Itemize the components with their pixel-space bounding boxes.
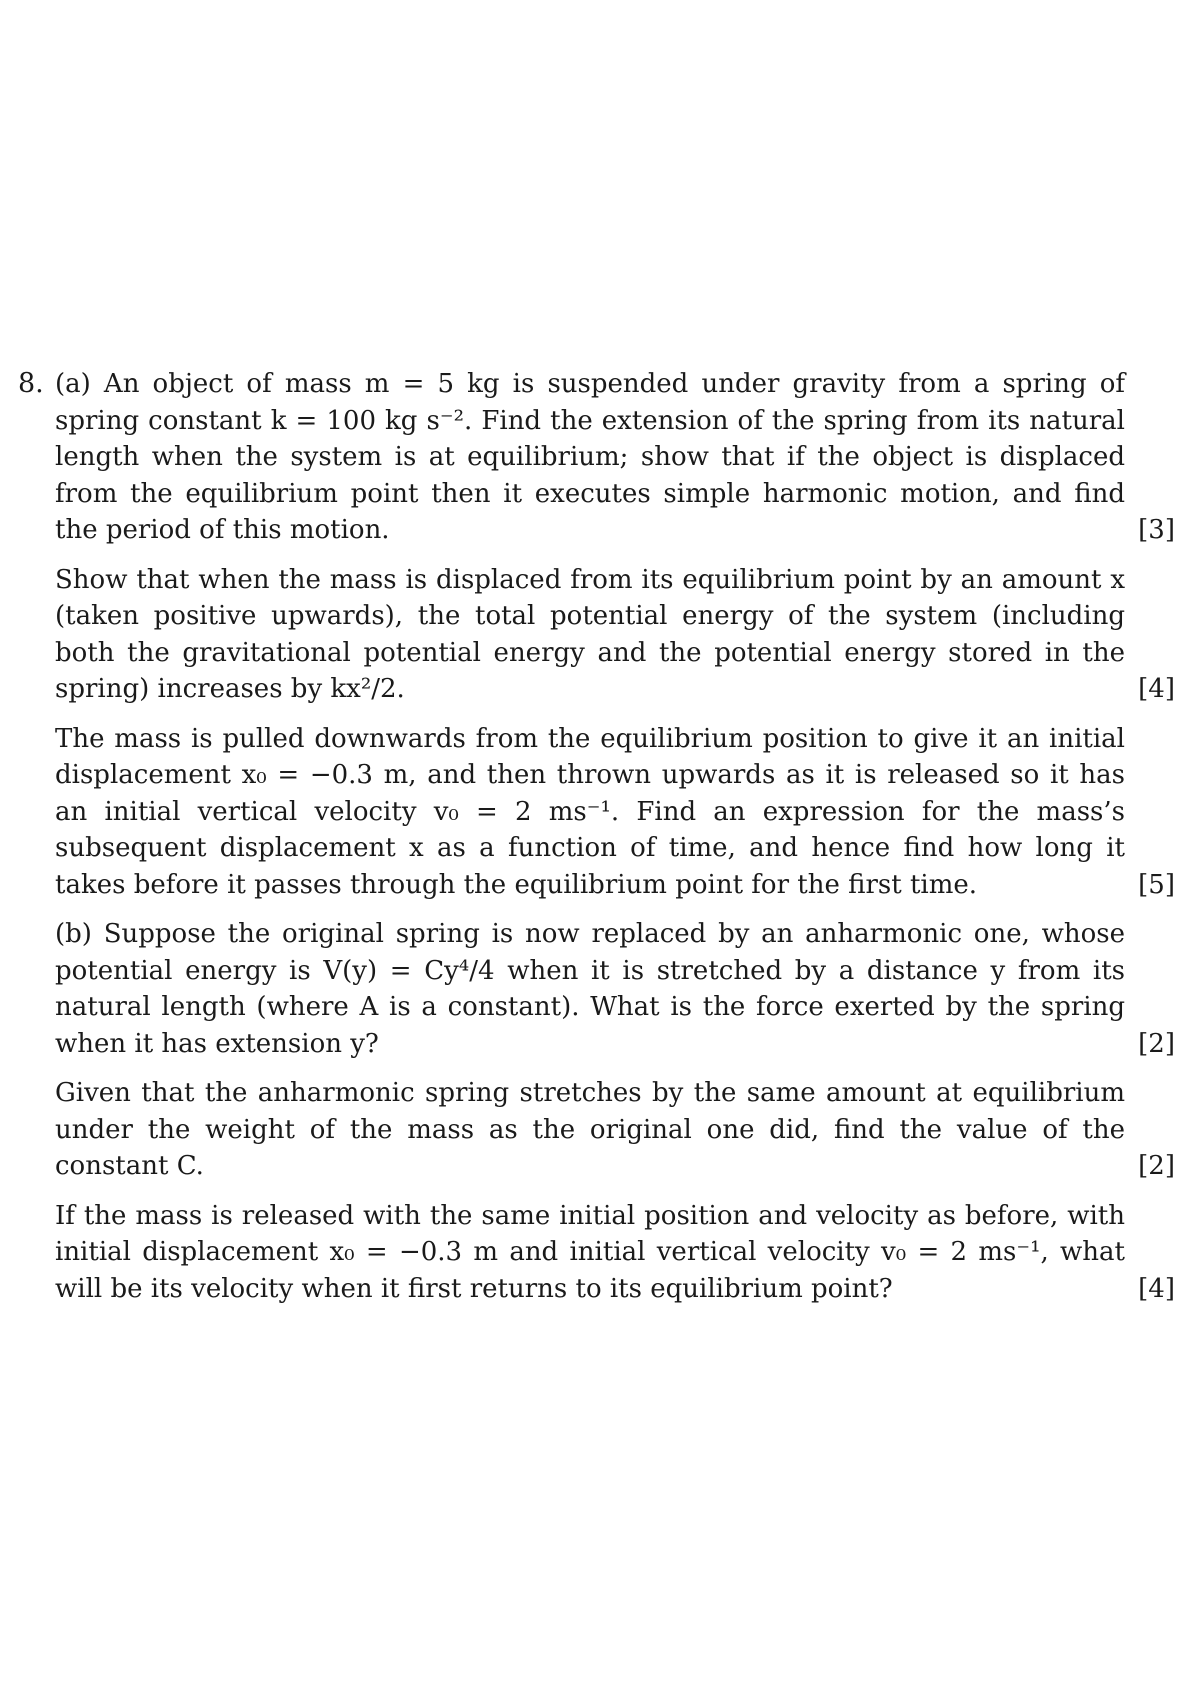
paragraph-text: Show that when the mass is displaced from its equilibrium point by an amount x (taken positive upwards), the total potential energy of the system (including both the gravitational potential energy and the potential energy stored in the spring) increases by kx²/2. [55,564,1125,704]
part-b-paragraph-2 [55,1075,1175,1185]
part-b-paragraph-3 [55,1198,1175,1308]
marks-label: [5] [1138,869,1175,900]
part-a-paragraph-1 [55,366,1175,549]
paragraph-text: (b) Suppose the original spring is now replaced by an anharmonic one, whose potential energy is V(y) = Cy⁴/4 when it is stretched by a distance y from its natural length (where A is a constant). What is the force exerted by the spring when it has extension y? [55,919,1125,1059]
part-b-paragraph-1 [55,916,1175,1062]
paragraph-text: The mass is pulled downwards from the equilibrium position to give it an initial displacement x₀ = −0.3 m, and then thrown upwards as it is released so it has an initial vertical velocity v₀ = 2 ms⁻¹. Find an expression for the mass’s subsequent displacement x as a function of time, and hence find how long it takes before it passes through the equilibrium point for the first time. [55,723,1125,900]
marks-label: [2] [1138,1028,1175,1059]
marks-label: [4] [1138,674,1175,704]
marks-label: [4] [1138,1273,1175,1304]
paragraph-text: (a) An object of mass m = 5 kg is suspended under gravity from a spring of spring constant k = 100 kg s⁻². Find the extension of the spring from its natural length when the system is at equilibrium; show that if the object is displaced from the equilibrium point then it executes simple harmonic motion, and find the period of this motion. [55,369,1125,545]
part-a-paragraph-3 [55,721,1175,904]
paragraph-text: If the mass is released with the same initial position and velocity as before, with initial displacement x₀ = −0.3 m and initial vertical velocity v₀ = 2 ms⁻¹, what will be its velocity when it first returns to its equilibrium point? [55,1200,1125,1304]
marks-label: [3] [1138,515,1175,545]
marks-label: [2] [1138,1151,1175,1181]
part-a-paragraph-2 [55,562,1175,708]
question-number: 8. [18,368,44,399]
question-8 [18,366,1188,1320]
paragraph-text: Given that the anharmonic spring stretches by the same amount at equilibrium under the weight of the mass as the original one did, find the value of the constant C. [55,1078,1125,1181]
